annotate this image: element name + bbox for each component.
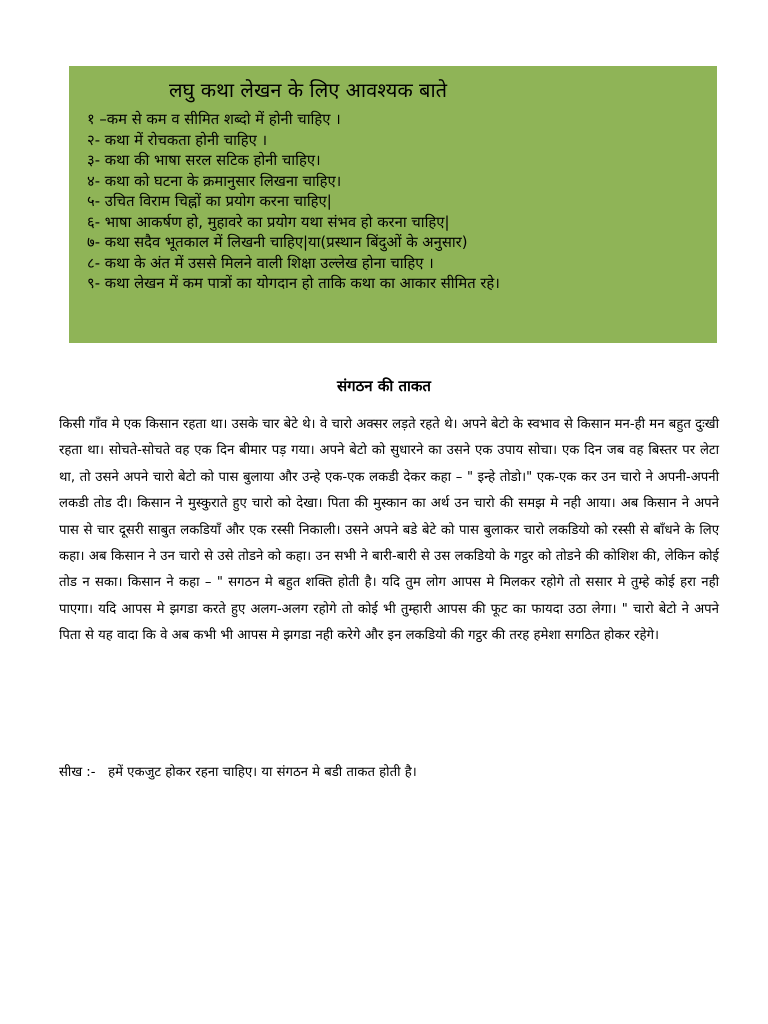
tip-item: ९- कथा लेखन में कम पात्रों का योगदान हो ताकि कथा का आकार सीमित रहे। [87,275,500,292]
story-title: संगठन की ताकत [337,377,431,395]
tip-item: ५- उचित विराम चिह्नों का प्रयोग करना चाहिए| [87,193,332,210]
tips-list [87,110,699,295]
tip-item: १ –कम से कम व सीमित शब्दो में होनी चाहिए । [87,111,341,128]
story-moral: सीख :- हमें एकजुट होकर रहना चाहिए। या संगठन मे बडी ताकत होती है। [59,765,417,780]
tips-box-title: लघु कथा लेखन के लिए आवश्यक बाते [169,78,448,102]
tip-item: ७- कथा सदैव भूतकाल में लिखनी चाहिए|या(प्रस्थान बिंदुओं के अनुसार) [87,234,468,251]
tip-item: ४- कथा को घटना के क्रमानुसार लिखना चाहिए। [87,172,342,190]
tip-item: ३- कथा की भाषा सरल सटिक होनी चाहिए। [87,152,321,169]
tip-item: ६- भाषा आकर्षण हो, मुहावरे का प्रयोग यथा संभव हो करना चाहिए| [87,213,450,231]
story-body: किसी गाँव मे एक किसान रहता था। उसके चार बेटे थे। वे चारो अक्सर लड़ते रहते थे। अपने बेटो के स्वभाव से किसान मन-ही मन बहुत दुःखी रहता था। सोचते-सोचते वह एक दिन बीमार पड़ गया। अपने बेटो को सुधारने का उसने एक उपाय सोचा। एक दिन जब वह बिस्तर पर लेटा था, तो उसने अपने चारो बेटो को पास बुलाया और उन्हे एक-एक लकडी देकर कहा – " इन्हे तोडो।" एक-एक कर उन चारो ने अपनी-अपनी लकडी तोड दी। किसान ने मुस्कुराते हुए चारो को देखा। पिता की मुस्कान का अर्थ उन चारो की समझ मे नही आया। अब किसान ने अपने पास से चार दूसरी साबुत लकडियाँ और एक रस्सी निकाली। उसने अपने बडे बेटे को पास बुलाकर चारो लकडियो को रस्सी से बाँधने के लिए कहा। अब किसान ने उन चारो से उसे तोडने को कहा। उन सभी ने बारी-बारी से उस लकडियो के गट्ठर को तोडने की कोशिश की, लेकिन कोई तोड न सका। किसान ने कहा – " सगठन मे बहुत शक्ति होती है। यदि तुम लोग आपस मे मिलकर रहोगे तो ससार मे तुम्हे कोई हरा नही पाएगा। यदि आपस मे झगडा करते हुए अलग-अलग रहोगे तो कोई भी तुम्हारी आपस की फूट का फायदा उठा लेगा। " चारो बेटो ने अपने पिता से यह वादा कि वे अब कभी भी आपस मे झगडा नही करेगे और इन लकडियो की गट्ठर की तरह हमेशा सगठित होकर रहेगे। [59,417,719,644]
tip-item: २- कथा में रोचकता होनी चाहिए । [87,131,268,149]
tip-item: ८- कथा के अंत में उससे मिलने वाली शिक्षा उल्लेख होना चाहिए । [87,254,434,272]
tips-box [69,66,717,343]
